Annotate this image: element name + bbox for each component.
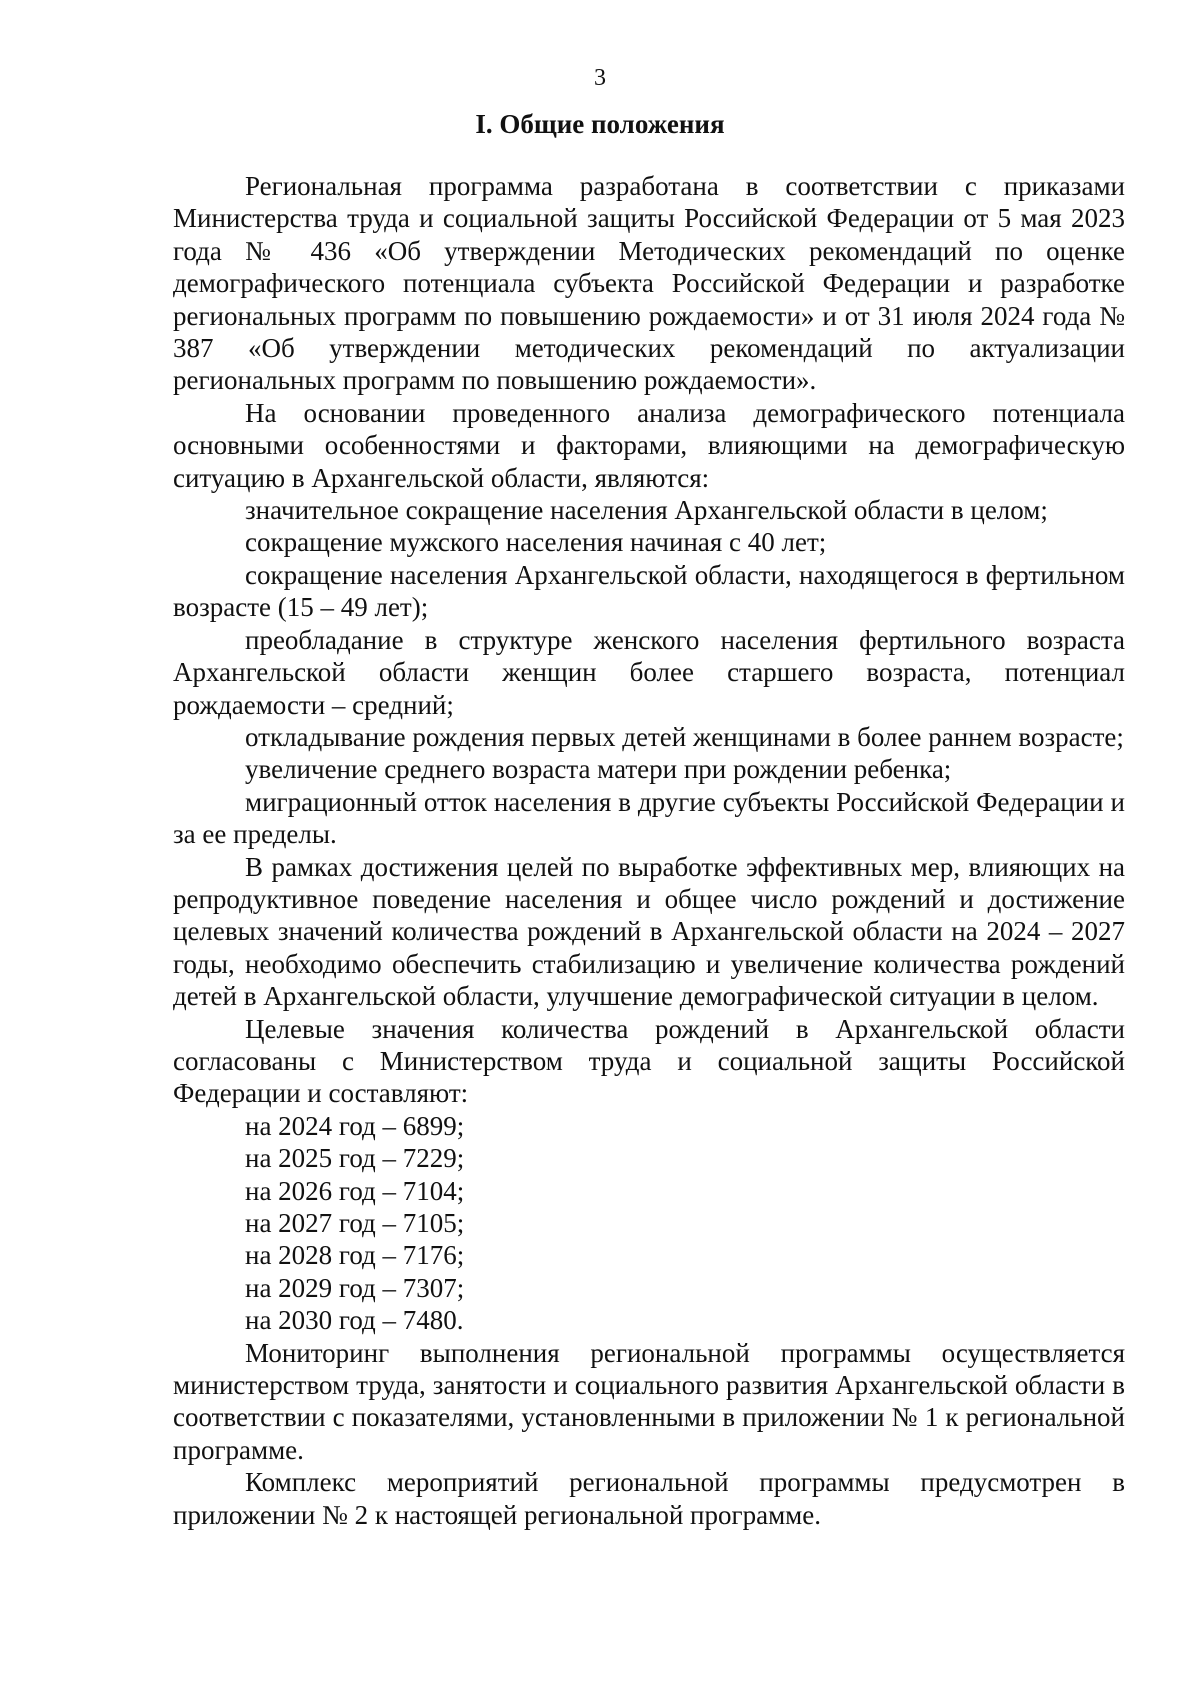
factor-item: значительное сокращение населения Архангельской области в целом; [245, 495, 1048, 526]
factor-item: откладывание рождения первых детей женщинами в более раннем возрасте; [245, 721, 1124, 752]
target-value-item: на 2027 год – 7105; [245, 1208, 465, 1238]
factor-item: преобладание в структуре женского населения фертильного возраста Архангельской области женщин более старшего возраста, потенциал рождаемости – средний; [173, 624, 1125, 720]
targets-intro-paragraph: Целевые значения количества рождений в Архангельской области согласованы с Министерством труда и социальной защиты Российской Федерации и составляют: [173, 1013, 1125, 1109]
target-value-item: на 2024 год – 6899; [245, 1110, 465, 1141]
factor-item: миграционный отток населения в другие субъекты Российской Федерации и за ее пределы. [173, 786, 1125, 850]
document-body [173, 170, 1125, 1531]
target-value-item: на 2025 год – 7229; [245, 1143, 465, 1174]
factor-item: увеличение среднего возраста матери при рождении ребенка; [245, 754, 952, 785]
measures-paragraph: Комплекс мероприятий региональной программы предусмотрен в приложении № 2 к настоящей региональной программе. [173, 1467, 1125, 1530]
factors-intro-paragraph: На основании проведенного анализа демографического потенциала основными особенностями и факторами, влияющими на демографическую ситуацию в Архангельской области, являются: [173, 397, 1125, 493]
goals-paragraph: В рамках достижения целей по выработке эффективных мер, влияющих на репродуктивное поведение населения и общее число рождений и достижение целевых значений количества рождений в Архангельской области на 2024 – 2027 годы, необходимо обеспечить стабилизацию и увеличение количества рождений детей в Архангельской области, улучшение демографической ситуации в целом. [173, 851, 1125, 1012]
page-number: 3 [594, 65, 606, 91]
target-value-item: на 2028 год – 7176; [245, 1240, 465, 1271]
factor-item: сокращение мужского населения начиная с 40 лет; [245, 527, 827, 558]
factor-item: сокращение населения Архангельской области, находящегося в фертильном возрасте (15 – 49 лет); [173, 559, 1125, 623]
target-value-item: на 2029 год – 7307; [245, 1272, 465, 1303]
section-title: I. Общие положения [475, 109, 725, 139]
target-value-item: на 2030 год – 7480. [245, 1305, 464, 1336]
intro-paragraph: Региональная программа разработана в соответствии с приказами Министерства труда и социальной защиты Российской Федерации от 5 мая 2023 года № 436 «Об утверждении Методических рекомендаций по оценке демографического потенциала субъекта Российской Федерации и разработке региональных программ по повышению рождаемости» и от 31 июля 2024 года № 387 «Об утверждении методических рекомендаций по актуализации региональных программ по повышению рождаемости». [173, 171, 1125, 396]
target-value-item: на 2026 год – 7104; [245, 1175, 465, 1206]
monitoring-paragraph: Мониторинг выполнения региональной программы осуществляется министерством труда, занятости и социального развития Архангельской области в соответствии с показателями, установленными в приложении № 1 к региональной программе. [173, 1337, 1125, 1465]
